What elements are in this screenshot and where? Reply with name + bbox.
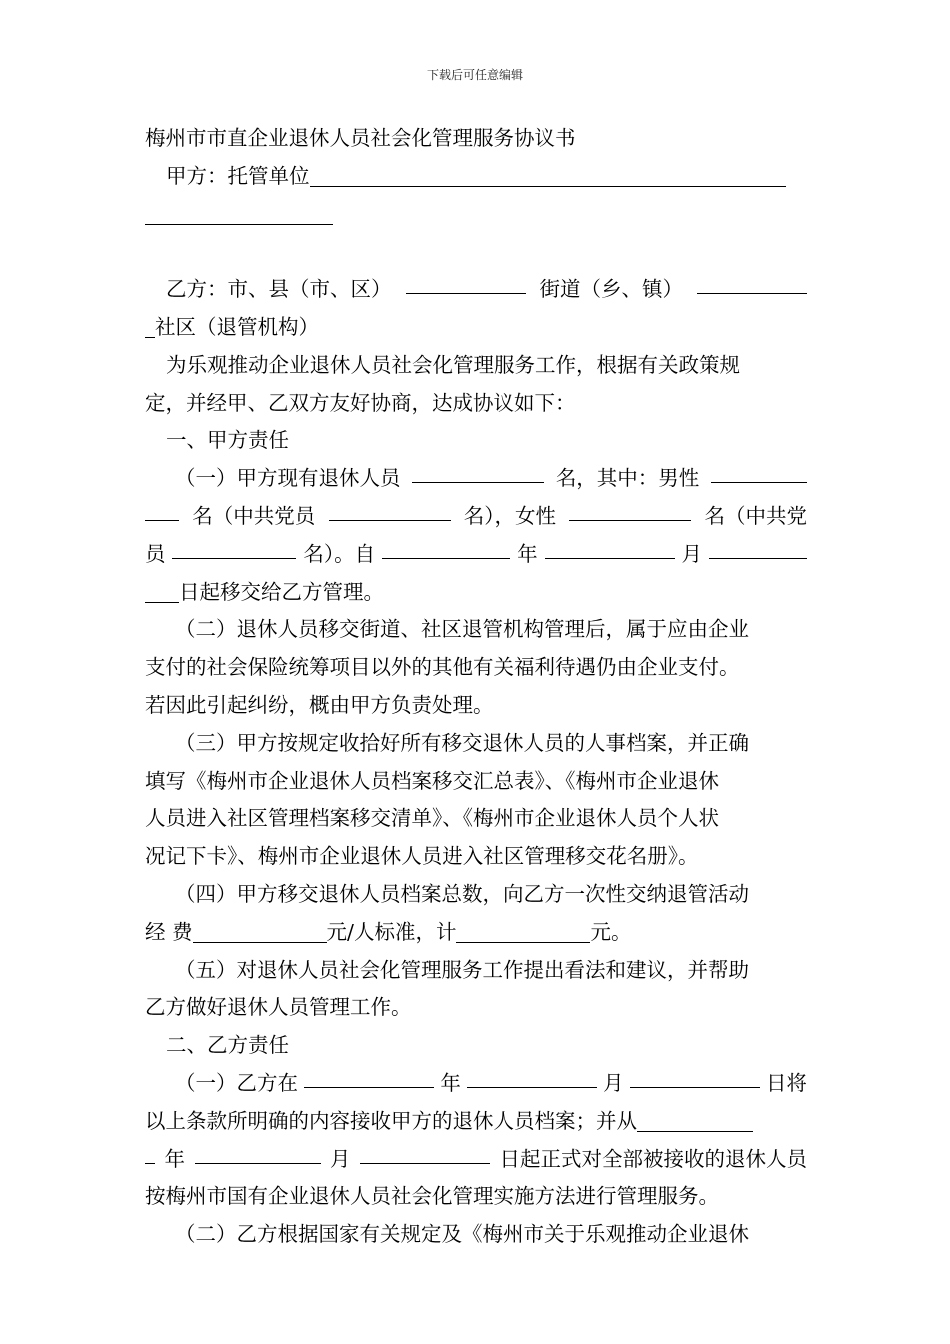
s1-item-3-line-1: （三）甲方按规定收拾好所有移交退休人员的人事档案，并正确 (175, 730, 749, 755)
party-a-blank-2 (145, 202, 333, 225)
s1-i1-text-c: 名（中共党员 (192, 503, 316, 528)
s1-i1-text-h: 年 (517, 541, 538, 566)
s2-item-1-line-4: 按梅州市国有企业退休人员社会化管理实施方法进行管理服务。 (145, 1184, 719, 1209)
blank (329, 498, 451, 521)
s1-item-1-line-3 (145, 536, 807, 574)
s1-item-3-line-3: 人员进入社区管理档案移交清单》、《梅州市企业退休人员个人状 (145, 806, 719, 831)
blank (193, 920, 327, 943)
s1-i1-text-e: 名（中共党 (704, 503, 807, 528)
party-b-blank-2 (697, 271, 807, 294)
blank (145, 580, 179, 603)
blank (304, 1065, 434, 1088)
s1-item-5-line-2: 乙方做好退休人员管理工作。 (145, 995, 412, 1020)
intro-line-2: 定，并经甲、乙双方友好协商，达成协议如下： (145, 390, 576, 415)
intro-line-1: 为乐观推动企业退休人员社会化管理服务工作，根据有关政策规 (166, 352, 740, 377)
document-body (145, 120, 807, 1254)
s2-item-2-line-1: （二）乙方根据国家有关规定及《梅州市关于乐观推动企业退休 (175, 1222, 749, 1247)
blank (630, 1065, 760, 1088)
party-a-line (145, 158, 807, 196)
s1-item-1-line-1 (145, 460, 807, 498)
s2-i1-text-f: 月 (330, 1146, 351, 1171)
party-b-line-2 (145, 309, 807, 347)
s1-i1-text-a: （一）甲方现有退休人员 (175, 466, 401, 491)
s1-item-4-line-2 (145, 914, 807, 952)
s1-item-2-line-1: （二）退休人员移交街道、社区退管机构管理后，属于应由企业 (175, 617, 749, 642)
s2-i1-text-a: （一）乙方在 (175, 1070, 298, 1095)
s1-i1-text-b: 名，其中：男性 (555, 466, 700, 491)
section-1-heading: 一、甲方责任 (166, 428, 289, 453)
spacer (145, 233, 807, 271)
blank (467, 1065, 597, 1088)
s1-item-3-line-2: 填写《梅州市企业退休人员档案移交汇总表》、《梅州市企业退休 (145, 768, 719, 793)
blank (145, 498, 179, 521)
blank (145, 1141, 155, 1164)
party-b-label-1: 乙方：市、县（市、区） (166, 277, 392, 302)
s2-i1-text-d: 日将 (765, 1070, 807, 1095)
s1-item-4-line-1: （四）甲方移交退休人员档案总数，向乙方一次性交纳退管活动 (175, 881, 749, 906)
blank (545, 536, 675, 559)
s1-item-2-line-3: 若因此引起纠纷，概由甲方负责处理。 (145, 692, 494, 717)
s1-item-2-line-2: 支付的社会保险统筹项目以外的其他有关福利待遇仍由企业支付。 (145, 655, 740, 680)
header-note: 下载后可任意编辑 (426, 68, 523, 82)
party-b-label-2: 街道（乡、镇） (539, 277, 683, 302)
blank (360, 1141, 490, 1164)
party-b-blank-1 (406, 271, 526, 294)
document-title: 梅州市市直企业退休人员社会化管理服务协议书 (145, 126, 576, 150)
s1-i4-text-c: 元。 (590, 919, 632, 944)
blank (456, 920, 590, 943)
s2-item-1-line-2 (145, 1103, 807, 1141)
party-a-label: 甲方：托管单位 (166, 163, 310, 188)
blank (637, 1109, 753, 1132)
party-b-label-3: 社区（退管机构） (155, 314, 319, 339)
s1-item-1-line-2 (145, 498, 807, 536)
s2-i1-text-l2: 以上条款所明确的内容接收甲方的退休人员档案；并从 (145, 1108, 637, 1133)
party-a-blank (310, 164, 786, 187)
s1-item-3-line-4: 况记下卡》、梅州市企业退休人员进入社区管理移交花名册》。 (145, 844, 699, 869)
s1-i1-text-g: 名）。自 (303, 541, 376, 566)
s1-item-1-line-4 (145, 574, 807, 612)
s1-i4-text-a: 经 费 (145, 919, 193, 944)
s2-i1-text-b: 年 (440, 1070, 461, 1095)
s2-i1-text-c: 月 (603, 1070, 624, 1095)
blank (172, 536, 296, 559)
party-b-blank-3 (145, 315, 155, 338)
party-a-line-2 (145, 196, 807, 234)
blank (195, 1141, 321, 1164)
blank (711, 460, 807, 483)
s1-i1-text-d: 名），女性 (463, 503, 556, 528)
s1-i4-text-b: 元/人标准，计 (326, 919, 457, 944)
blank (569, 498, 691, 521)
s2-i1-text-g: 日起正式对全部被接收的退休人员 (499, 1146, 807, 1171)
blank (412, 460, 544, 483)
s2-item-1-line-1 (145, 1065, 807, 1103)
s1-i1-text-j: 日起移交给乙方管理。 (179, 579, 384, 604)
s1-item-5-line-1: （五）对退休人员社会化管理服务工作提出看法和建议，并帮助 (175, 957, 749, 982)
s1-i1-text-f: 员 (145, 541, 166, 566)
blank (382, 536, 510, 559)
blank (709, 536, 807, 559)
s1-i1-text-i: 月 (681, 541, 702, 566)
s2-i1-text-e: 年 (164, 1146, 185, 1171)
section-2-heading: 二、乙方责任 (166, 1033, 289, 1058)
s2-item-1-line-3 (145, 1141, 807, 1179)
party-b-line (145, 271, 807, 309)
